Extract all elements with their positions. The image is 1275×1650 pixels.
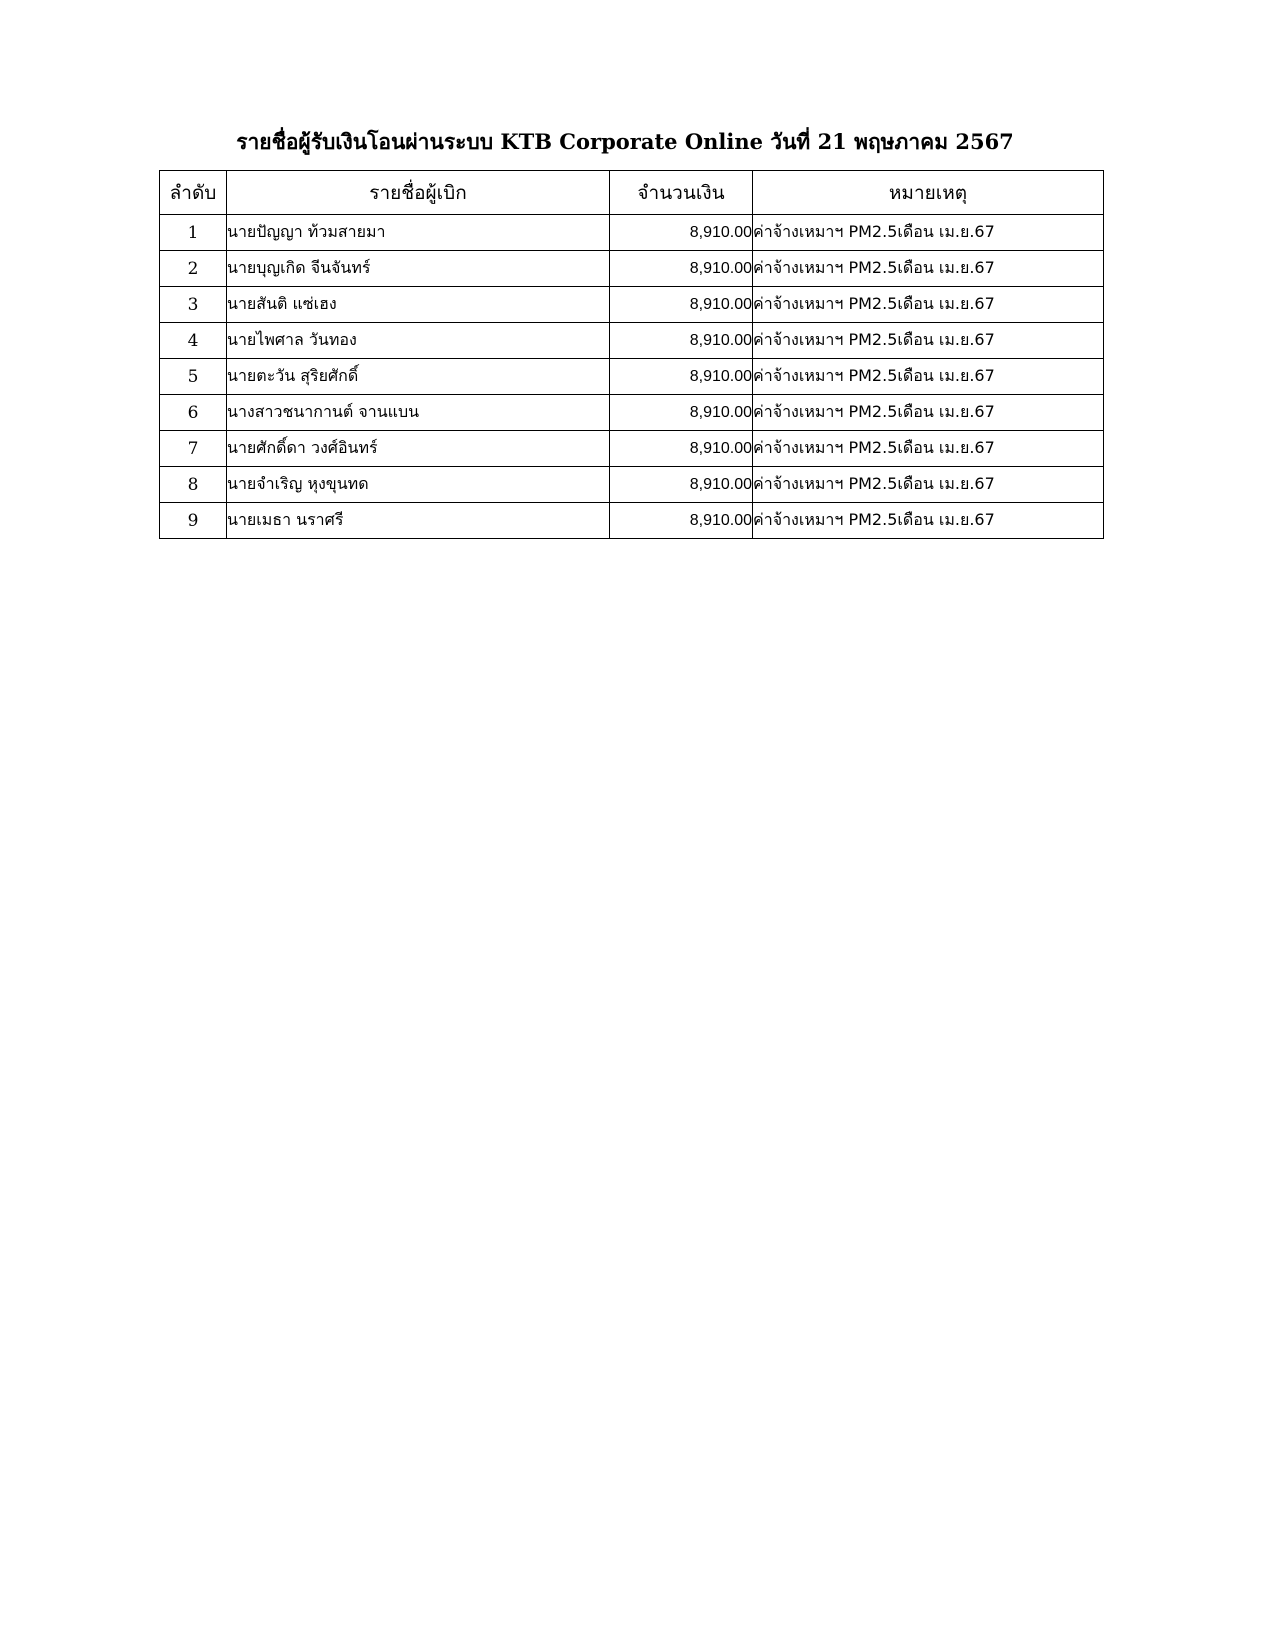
row-number: 6 xyxy=(160,395,227,431)
row-number: 4 xyxy=(160,323,227,359)
payee-name: นายไพศาล วันทอง xyxy=(227,323,610,359)
amount: 8,910.00 xyxy=(610,359,753,395)
payee-name: นายเมธา นราศรี xyxy=(227,503,610,539)
column-header-name: รายชื่อผู้เบิก xyxy=(227,171,610,215)
payee-name: นายบุญเกิด จีนจันทร์ xyxy=(227,251,610,287)
amount: 8,910.00 xyxy=(610,215,753,251)
remark: ค่าจ้างเหมาฯ PM2.5เดือน เม.ย.67 xyxy=(753,359,1104,395)
row-number: 8 xyxy=(160,467,227,503)
table-row xyxy=(160,323,1104,359)
table-row xyxy=(160,359,1104,395)
page-title: รายชื่อผู้รับเงินโอนผ่านระบบ KTB Corporate Online วันที่ 21 พฤษภาคม 2567 xyxy=(236,129,1014,154)
amount: 8,910.00 xyxy=(610,287,753,323)
table-header-row xyxy=(160,171,1104,215)
payee-table xyxy=(159,170,1104,539)
amount: 8,910.00 xyxy=(610,323,753,359)
remark: ค่าจ้างเหมาฯ PM2.5เดือน เม.ย.67 xyxy=(753,503,1104,539)
remark: ค่าจ้างเหมาฯ PM2.5เดือน เม.ย.67 xyxy=(753,395,1104,431)
table-row xyxy=(160,287,1104,323)
remark: ค่าจ้างเหมาฯ PM2.5เดือน เม.ย.67 xyxy=(753,323,1104,359)
remark: ค่าจ้างเหมาฯ PM2.5เดือน เม.ย.67 xyxy=(753,431,1104,467)
amount: 8,910.00 xyxy=(610,467,753,503)
row-number: 1 xyxy=(160,215,227,251)
table-row xyxy=(160,431,1104,467)
table-row xyxy=(160,395,1104,431)
payee-name: นายสันติ แซ่เฮง xyxy=(227,287,610,323)
table-row xyxy=(160,503,1104,539)
payee-name: นายจำเริญ หุงขุนทด xyxy=(227,467,610,503)
amount: 8,910.00 xyxy=(610,251,753,287)
row-number: 7 xyxy=(160,431,227,467)
payee-name: นายตะวัน สุริยศักดิ์ xyxy=(227,359,610,395)
amount: 8,910.00 xyxy=(610,395,753,431)
row-number: 2 xyxy=(160,251,227,287)
table-row xyxy=(160,467,1104,503)
amount: 8,910.00 xyxy=(610,431,753,467)
payee-name: นายปัญญา ท้วมสายมา xyxy=(227,215,610,251)
remark: ค่าจ้างเหมาฯ PM2.5เดือน เม.ย.67 xyxy=(753,467,1104,503)
column-header-no: ลำดับ xyxy=(160,171,227,215)
row-number: 3 xyxy=(160,287,227,323)
remark: ค่าจ้างเหมาฯ PM2.5เดือน เม.ย.67 xyxy=(753,287,1104,323)
column-header-amount: จำนวนเงิน xyxy=(610,171,753,215)
column-header-note: หมายเหตุ xyxy=(753,171,1104,215)
payee-name: นายศักดิ์ดา วงศ์อินทร์ xyxy=(227,431,610,467)
amount: 8,910.00 xyxy=(610,503,753,539)
row-number: 9 xyxy=(160,503,227,539)
table-row xyxy=(160,215,1104,251)
payee-name: นางสาวชนากานต์ จานแบน xyxy=(227,395,610,431)
row-number: 5 xyxy=(160,359,227,395)
remark: ค่าจ้างเหมาฯ PM2.5เดือน เม.ย.67 xyxy=(753,251,1104,287)
remark: ค่าจ้างเหมาฯ PM2.5เดือน เม.ย.67 xyxy=(753,215,1104,251)
table-row xyxy=(160,251,1104,287)
